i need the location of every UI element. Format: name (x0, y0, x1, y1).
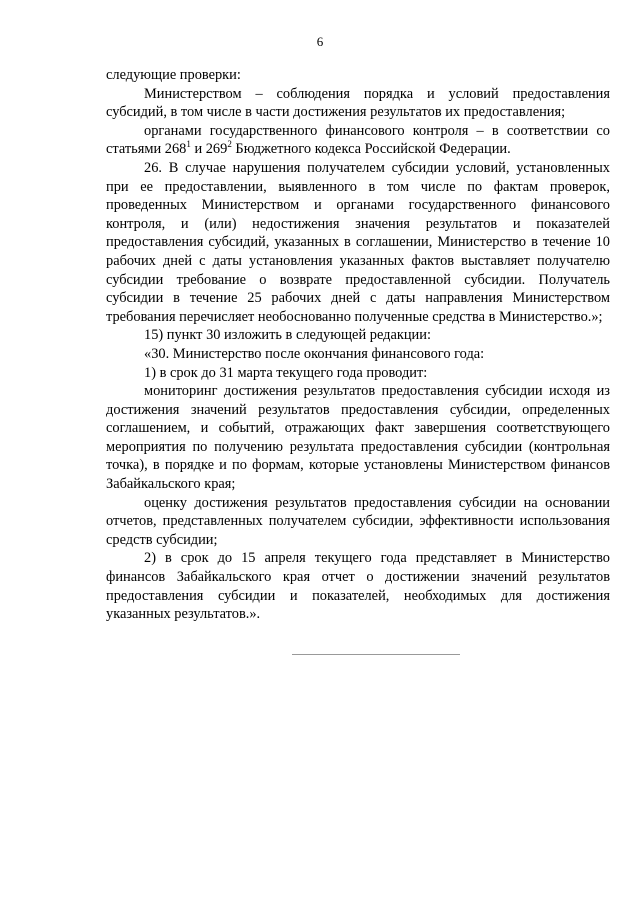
document-body (106, 66, 610, 624)
paragraph-assessment: оценку достижения результатов предоставления субсидии на основании отчетов, представленных получателем субсидии, эффективности использования средств субсидии; (106, 494, 610, 548)
paragraph-item-30: «30. Министерство после окончания финансового года: (144, 345, 485, 362)
financial-control-text-end: Бюджетного кодекса Российской Федерации. (231, 141, 511, 158)
article-269-superscript: 2 (227, 139, 232, 150)
paragraph-item-15: 15) пункт 30 изложить в следующей редакции: (144, 327, 431, 344)
article-268-superscript: 1 (186, 139, 191, 150)
paragraph-monitoring: мониторинг достижения результатов предоставления субсидии исходя из достижения значений результатов предоставления субсидии, определенных соглашением, и событий, отражающих факт завершения соответствующего мероприятия по получению результата предоставления субсидии (контрольная точка), в порядке и по формам, которые установлены Министерством финансов Забайкальского края; (106, 383, 610, 493)
financial-control-text: органами государственного финансового контроля – в соответствии со статьями 268 (106, 122, 610, 158)
paragraph-financial-control (106, 122, 610, 159)
end-of-text-rule (292, 654, 460, 655)
financial-control-text-middle: и 269 (190, 141, 228, 158)
page-number: 6 (316, 34, 324, 49)
paragraph-inspections-intro: следующие проверки: (106, 67, 241, 83)
paragraph-subitem-2: 2) в срок до 15 апреля текущего года представляет в Министерство финансов Забайкальского края отчет о достижении значений результатов предоставления субсидии и показателей, необходимых для достижения указанных результатов.». (106, 550, 610, 623)
paragraph-subitem-1: 1) в срок до 31 марта текущего года проводит: (144, 364, 428, 381)
paragraph-ministry-check: Министерством – соблюдения порядка и условий предоставления субсидий, в том числе в части достижения результатов их предоставления; (106, 85, 610, 121)
paragraph-item-26: 26. В случае нарушения получателем субсидии условий, установленных при ее предоставлении, выявленного в том числе по фактам проверок, проведенных Министерством и органами государственного финансового контроля, и (или) недостижения значения результатов и показателей предоставления субсидий, указанных в соглашении, Министерство в течение 10 рабочих дней с даты установления указанных фактов выставляет получателю субсидии требование о возврате предоставленной субсидии. Получатель субсидии в течение 25 рабочих дней с даты направления Министерством требования перечисляет необоснованно полученные средства в Министерство.»; (106, 159, 610, 325)
